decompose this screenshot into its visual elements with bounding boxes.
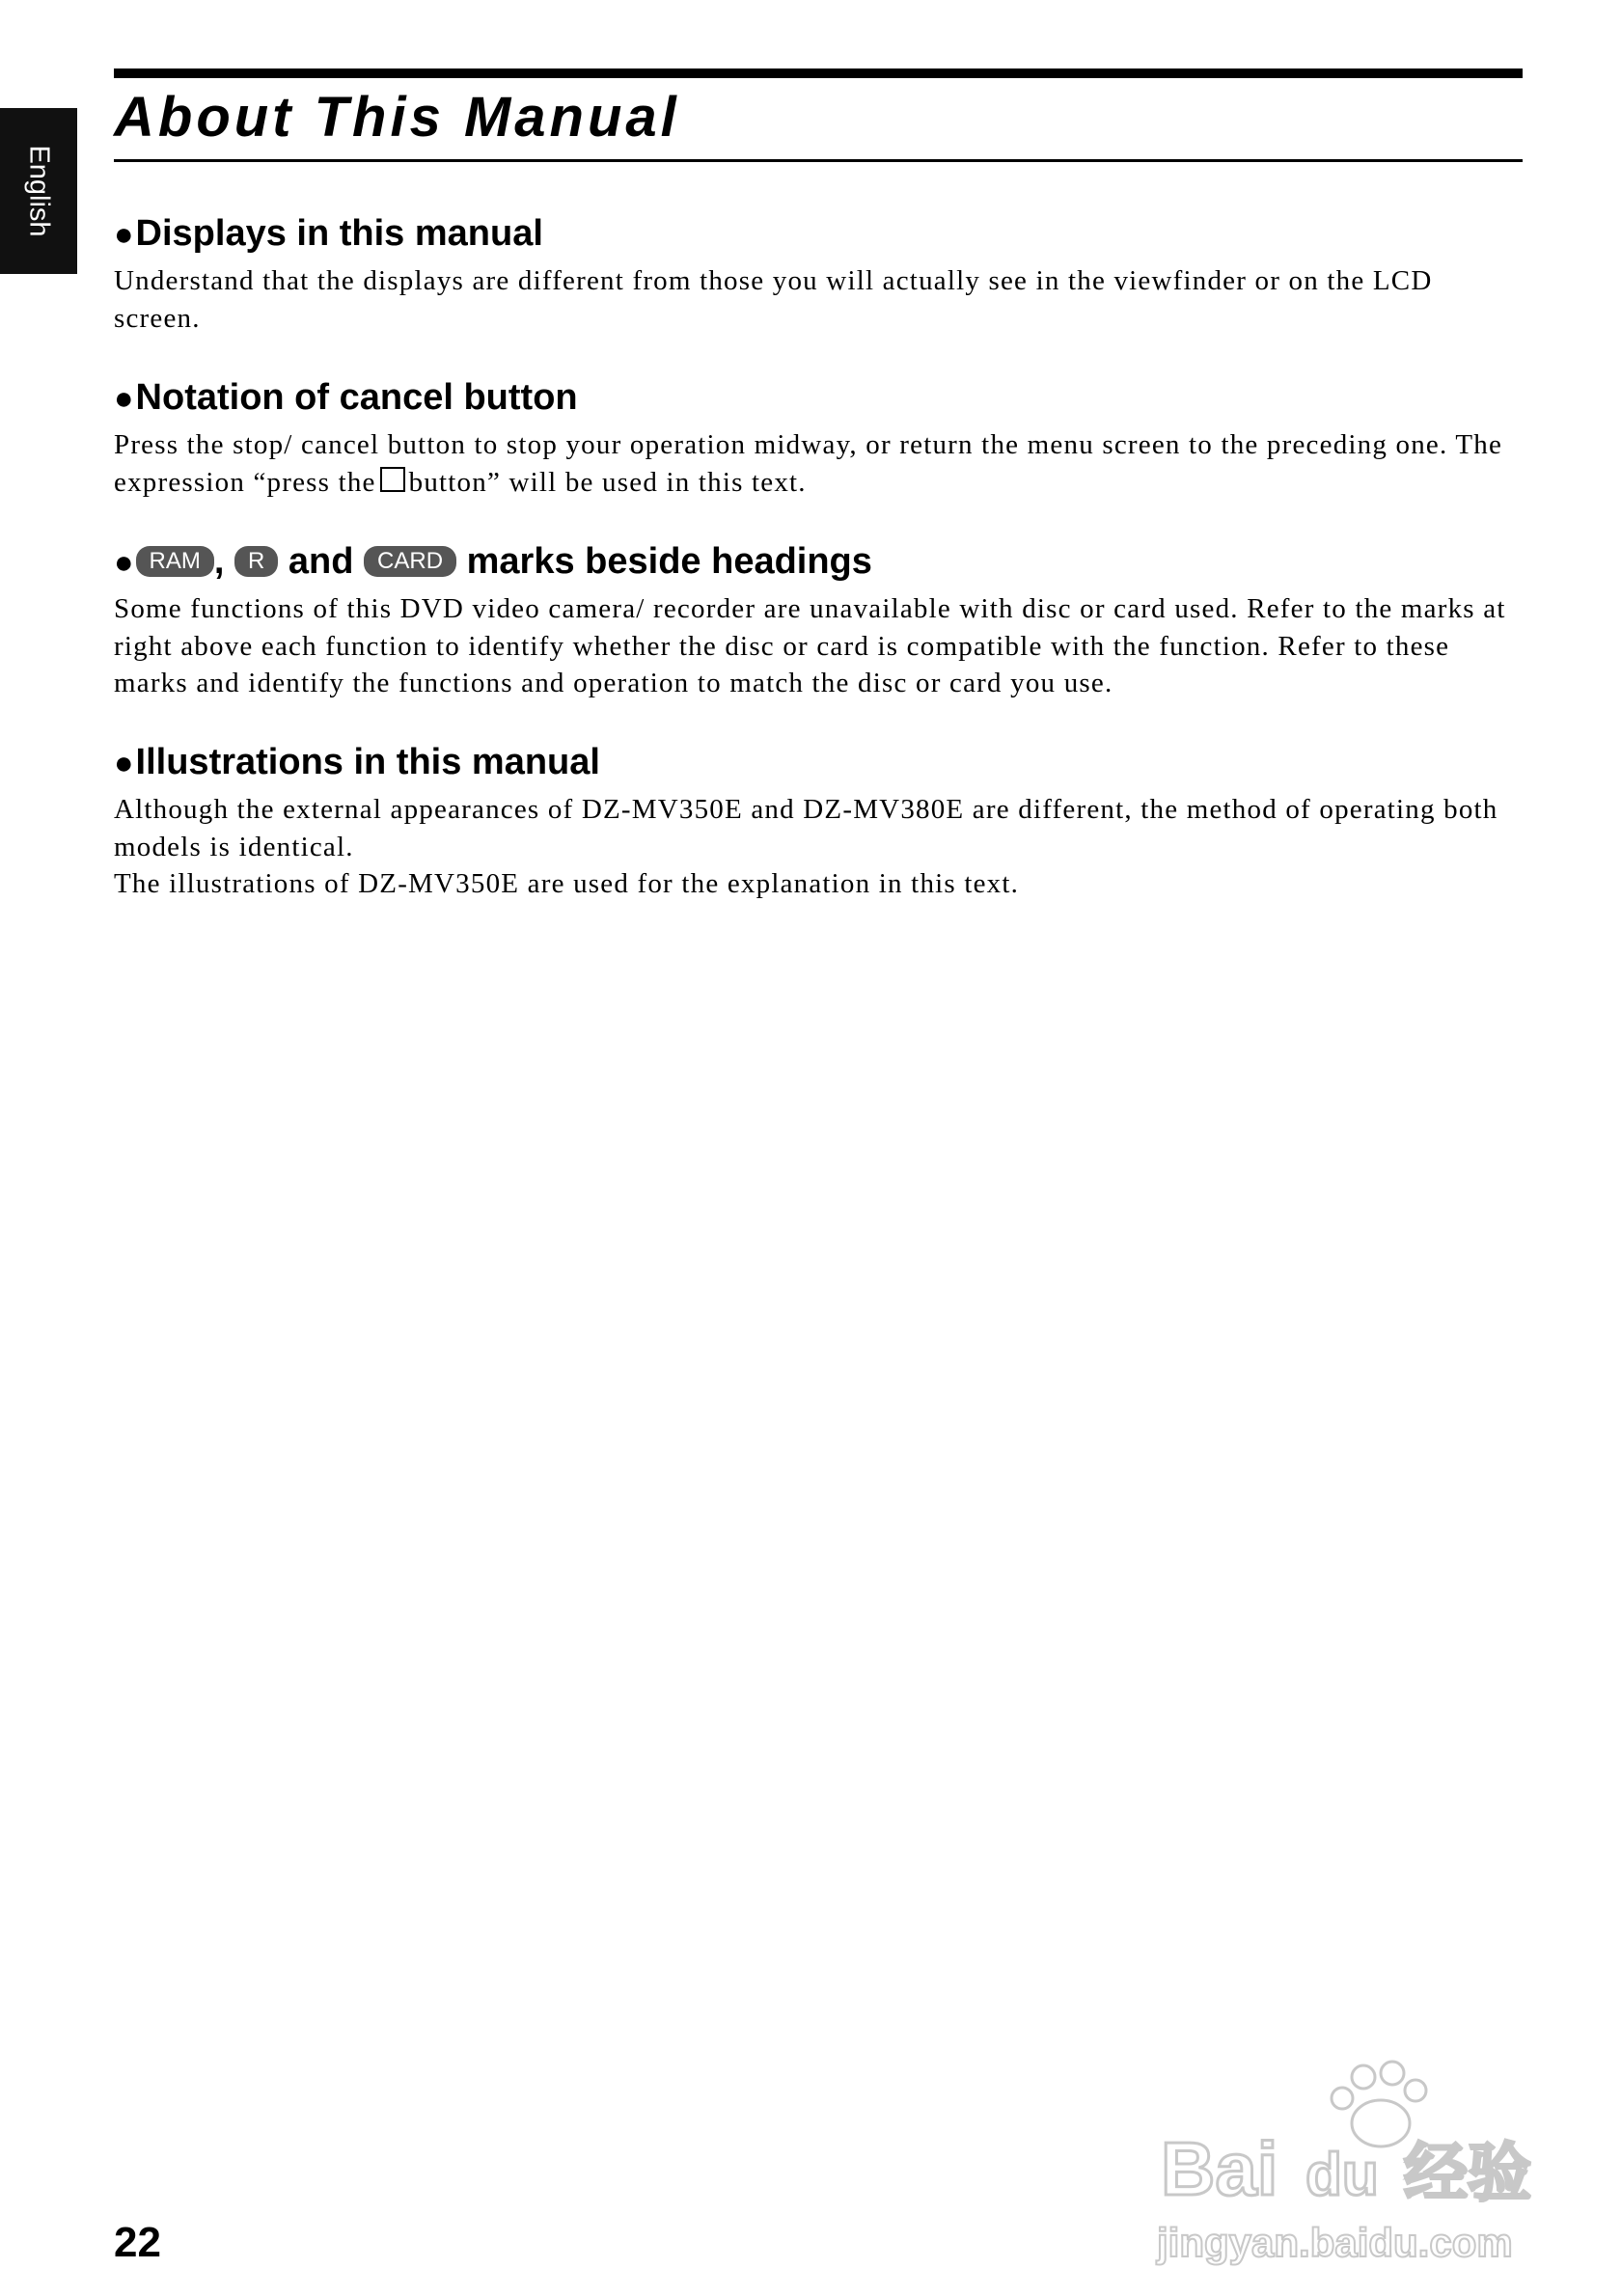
bullet-icon: ● [114,745,134,781]
section-heading: ●Displays in this manual [114,213,543,254]
baidu-watermark-logo [1153,2060,1539,2272]
section-body: Press the stop/ cancel button to stop your operation midway, or return the menu screen to the preceding one. The expression “press the button” will be used in this text. [114,429,1503,498]
watermark-cn: 经验 [1404,2136,1531,2210]
section-media-marks [114,537,1525,702]
section-heading: ● RAM , R and CARD marks beside headings [114,541,872,582]
bullet-icon: ● [114,380,134,417]
page-title: About This Manual [114,86,680,149]
watermark-brand: Bai [1161,2126,1278,2211]
language-tab [0,108,77,274]
watermark-url: jingyan.baidu.com [1157,2220,1513,2265]
section-displays [114,209,1525,337]
title-rule [114,159,1523,162]
r-mark: R [234,546,278,577]
section-body: Some functions of this DVD video camera/ recorder are unavailable with disc or card used. Refer to the marks at right above each function to identify whether the disc or card is compatible with the function. Refer to these marks and identify the functions and operation to match the disc or card you use. [114,593,1506,698]
top-rule [114,68,1523,78]
section-illustrations [114,738,1525,903]
ram-mark: RAM [136,546,214,577]
watermark-brand-du: du [1305,2142,1379,2208]
bullet-icon: ● [114,216,134,253]
bullet-icon: ● [114,544,134,581]
section-cancel-button [114,373,1525,501]
section-body: Understand that the displays are different from those you will actually see in the viewfinder or on the LCD screen. [114,265,1433,334]
section-heading: ●Notation of cancel button [114,377,578,418]
page-number: 22 [114,2219,161,2266]
card-mark: CARD [364,546,456,577]
language-tab-label: English [23,145,55,237]
stop-button-icon [380,467,405,492]
section-body: Although the external appearances of DZ-MV350E and DZ-MV380E are different, the method of operating both models is identical. The illustrations of DZ-MV350E are used for the explanation in this text. [114,794,1498,899]
section-heading: ●Illustrations in this manual [114,742,600,782]
